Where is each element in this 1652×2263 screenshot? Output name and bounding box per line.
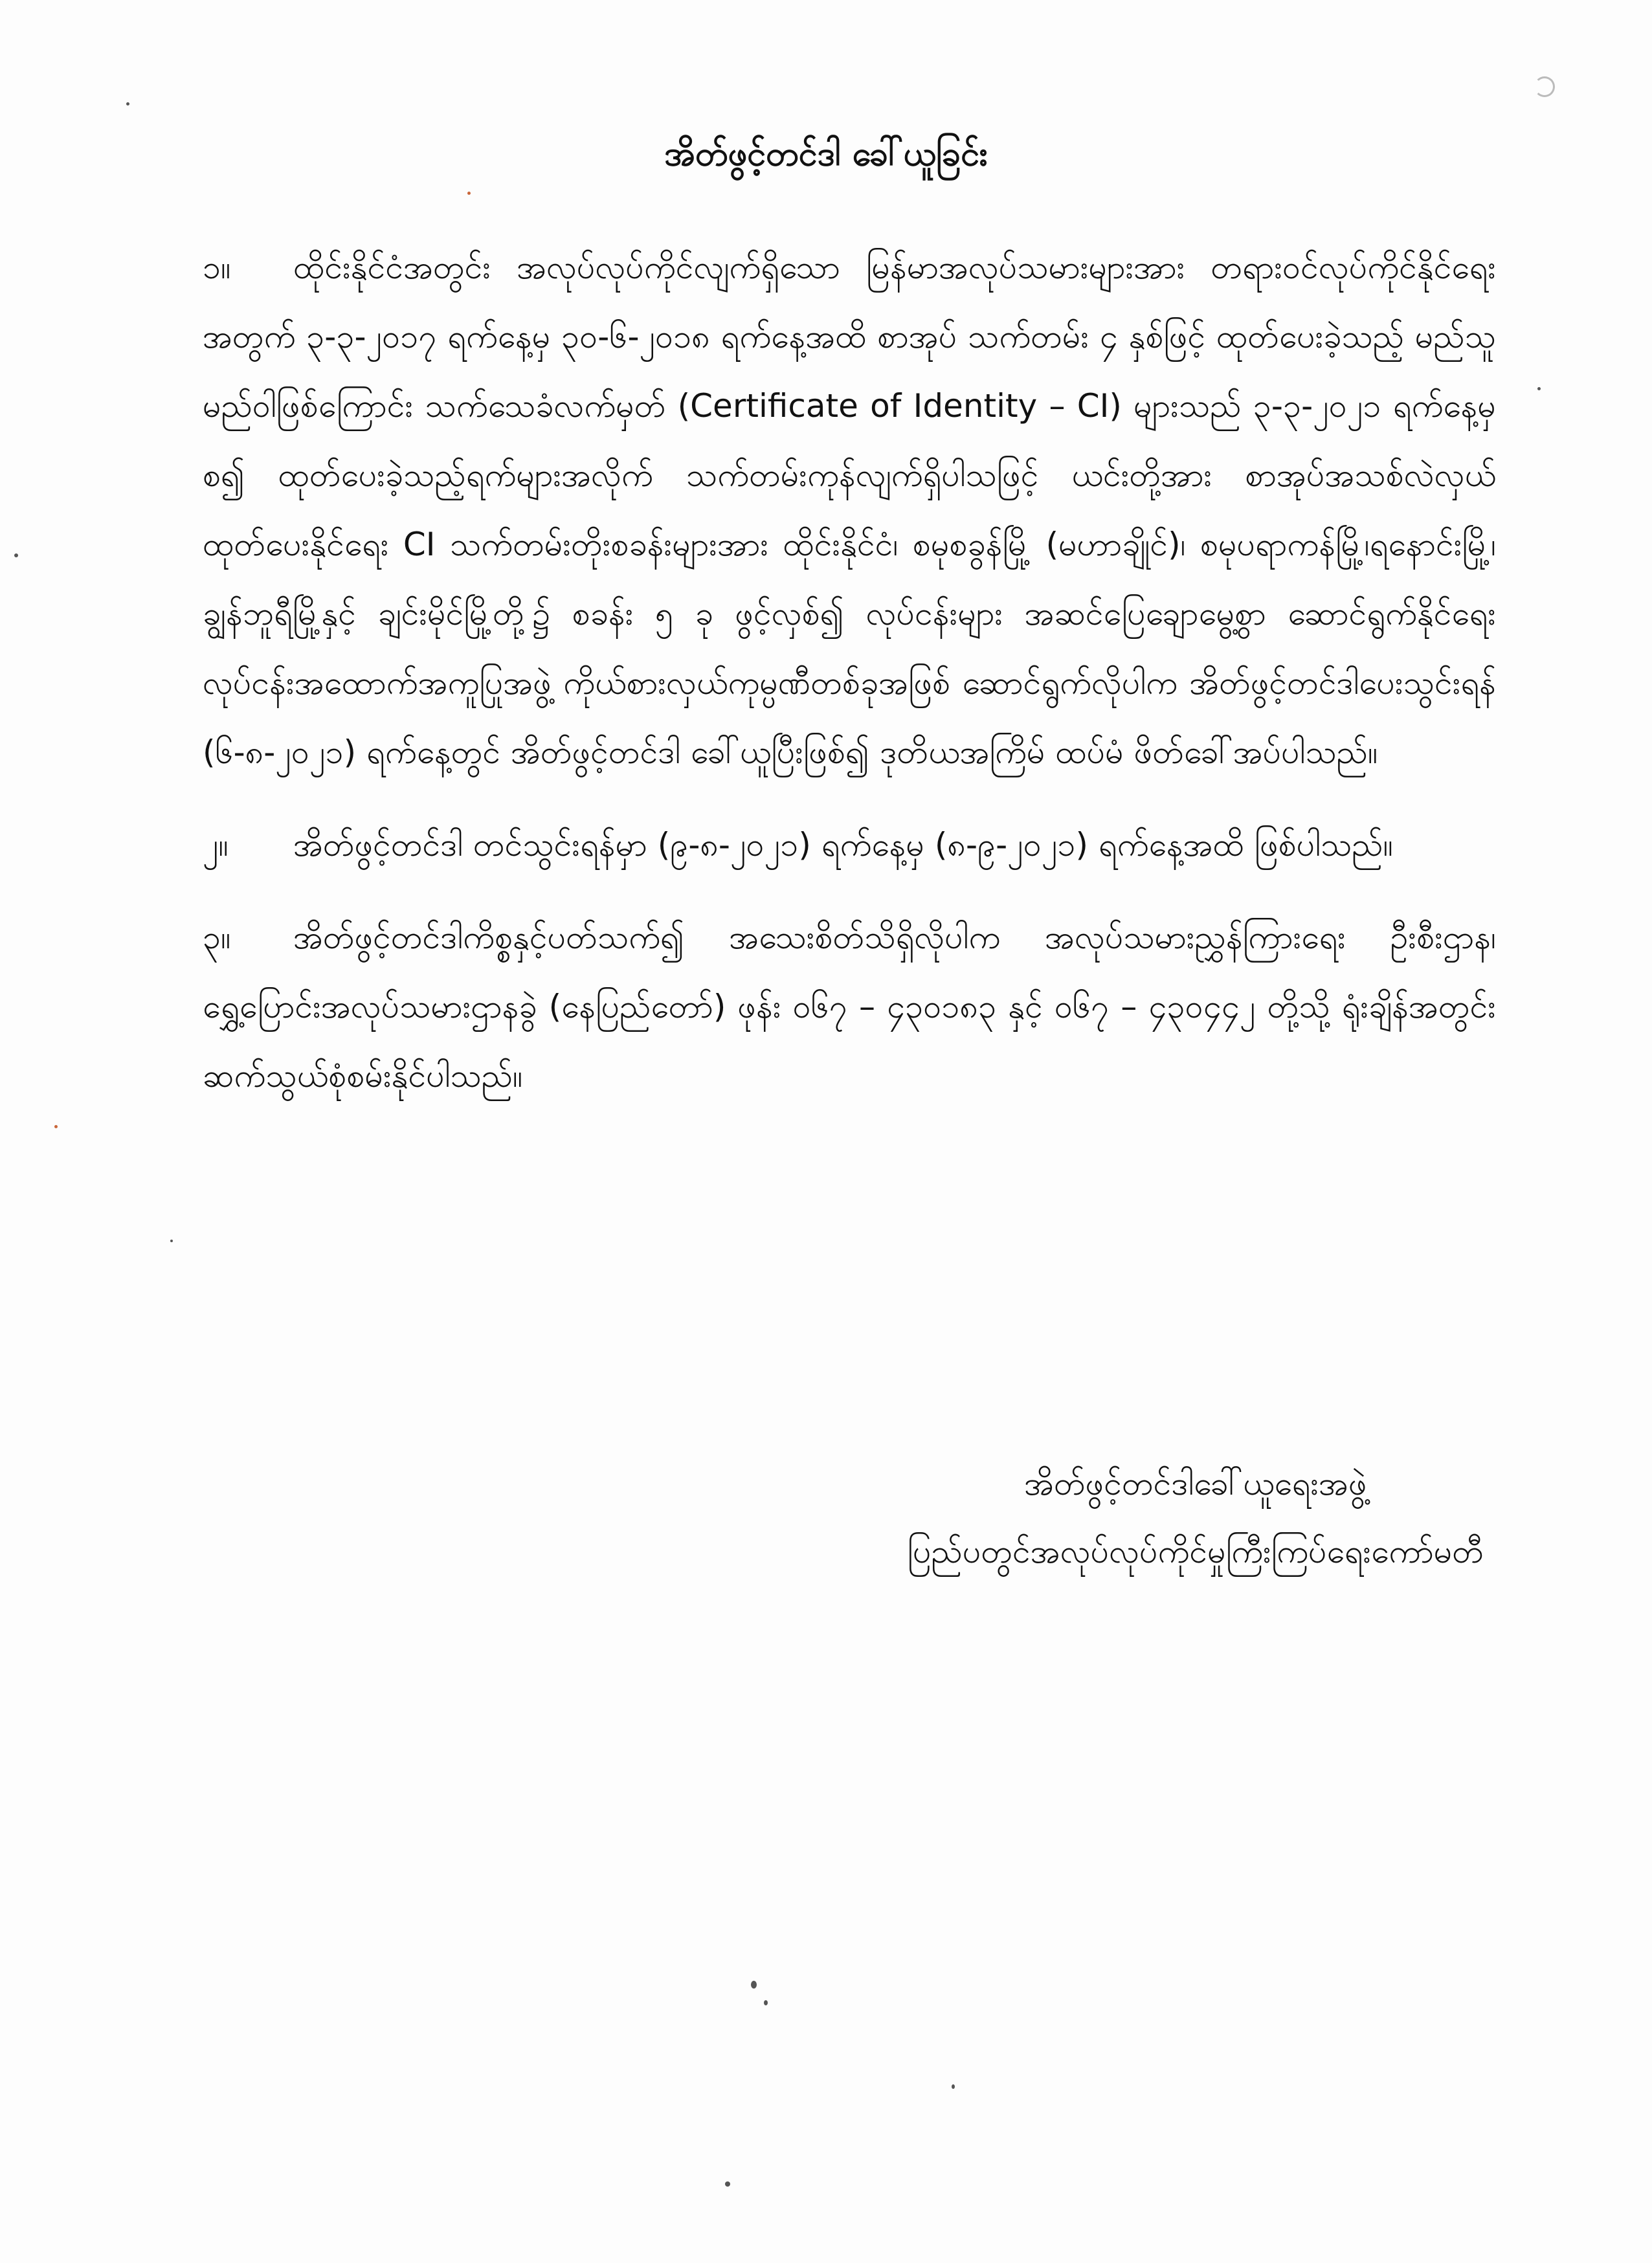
signature-group-name: အိတ်ဖွင့်တင်ဒါခေါ်ယူရေးအဖွဲ့ xyxy=(1024,1465,1367,1502)
scan-speck xyxy=(126,102,129,106)
scan-speck xyxy=(764,2000,768,2005)
scan-speck xyxy=(1537,387,1541,390)
scan-speck xyxy=(170,1240,173,1242)
paragraph-1 xyxy=(203,233,1496,787)
paragraph-number: ၂။ xyxy=(203,826,229,864)
paragraph-text: အိတ်ဖွင့်တင်ဒါကိစ္စနှင့်ပတ်သက်၍ အသေးစိတ်သိရှိလိုပါက အလုပ်သမားညွှန်ကြားရေး ဦးစီးဌာန၊ ရွှေ့ပြောင်းအလုပ်သမားဌာနခွဲ (နေပြည်တော်) ဖုန်း ၀၆၇ – ၄၃၀၁၈၃ နှင့် ၀၆၇ – ၄၃၀၄၄၂ တို့သို့ ရုံးချိန်အတွင်း ဆက်သွယ်စုံစမ်းနိုင်ပါသည်။ xyxy=(203,919,1496,1095)
scan-speck xyxy=(54,1125,58,1128)
paragraph-number: ၃။ xyxy=(203,919,231,956)
document-title: အိတ်ဖွင့်တင်ဒါ ခေါ်ယူခြင်း xyxy=(664,135,988,173)
scan-speck xyxy=(952,2084,955,2089)
signature-block xyxy=(908,1450,1484,1586)
paragraph-number: ၁။ xyxy=(203,249,231,286)
scan-speck xyxy=(751,1981,757,1989)
paragraph-2 xyxy=(203,810,1496,880)
scan-speck xyxy=(14,553,18,557)
paragraph-3 xyxy=(203,903,1496,1111)
scan-corner-mark xyxy=(1534,76,1555,97)
paragraph-text: အိတ်ဖွင့်တင်ဒါ တင်သွင်းရန်မှာ (၉-၈-၂၀၂၁) ရက်နေ့မှ (၈-၉-၂၀၂၁) ရက်နေ့အထိ ဖြစ်ပါသည်။ xyxy=(293,826,1393,864)
signature-committee-name: ပြည်ပတွင်အလုပ်လုပ်ကိုင်မှုကြီးကြပ်ရေးကော်မတီ xyxy=(907,1533,1484,1570)
scan-speck xyxy=(725,2181,730,2187)
document-body xyxy=(203,233,1496,1134)
scan-speck xyxy=(467,192,471,195)
paragraph-text: ထိုင်းနိုင်ငံအတွင်း အလုပ်လုပ်ကိုင်လျက်ရှိသော မြန်မာအလုပ်သမားများအား တရားဝင်လုပ်ကိုင်နိုင်ရေးအတွက် ၃-၃-၂၀၁၇ ရက်နေ့မှ ၃၀-၆-၂၀၁၈ ရက်နေ့အထိ စာအုပ် သက်တမ်း ၄ နှစ်ဖြင့် ထုတ်ပေးခဲ့သည့် မည်သူမည်ဝါဖြစ်ကြောင်း သက်သေခံလက်မှတ် (Certificate of Identity – CI) များသည် ၃-၃-၂၀၂၁ ရက်နေ့မှစ၍ ထုတ်ပေးခဲ့သည့်ရက်များအလိုက် သက်တမ်းကုန်လျက်ရှိပါသဖြင့် ယင်းတို့အား စာအုပ်အသစ်လဲလှယ်ထုတ်ပေးနိုင်ရေး CI သက်တမ်းတိုးစခန်းများအား ထိုင်းနိုင်ငံ၊ စမုစခွန်မြို့ (မဟာချိုင်)၊ စမုပရာကန်မြို့၊ရနောင်းမြို့၊ ချွန်ဘူရီမြို့နှင့် ချင်းမိုင်မြို့တို့၌ စခန်း ၅ ခု ဖွင့်လှစ်၍ လုပ်ငန်းများ အဆင်ပြေချောမွေ့စွာ ဆောင်ရွက်နိုင်ရေး လုပ်ငန်းအထောက်အကူပြုအဖွဲ့ ကိုယ်စားလှယ်ကုမ္ပဏီတစ်ခုအဖြစ် ဆောင်ရွက်လိုပါက အိတ်ဖွင့်တင်ဒါပေးသွင်းရန် (၆-၈-၂၀၂၁) ရက်နေ့တွင် အိတ်ဖွင့်တင်ဒါ ခေါ်ယူပြီးဖြစ်၍ ဒုတိယအကြိမ် ထပ်မံ ဖိတ်ခေါ်အပ်ပါသည်။ xyxy=(203,249,1496,771)
